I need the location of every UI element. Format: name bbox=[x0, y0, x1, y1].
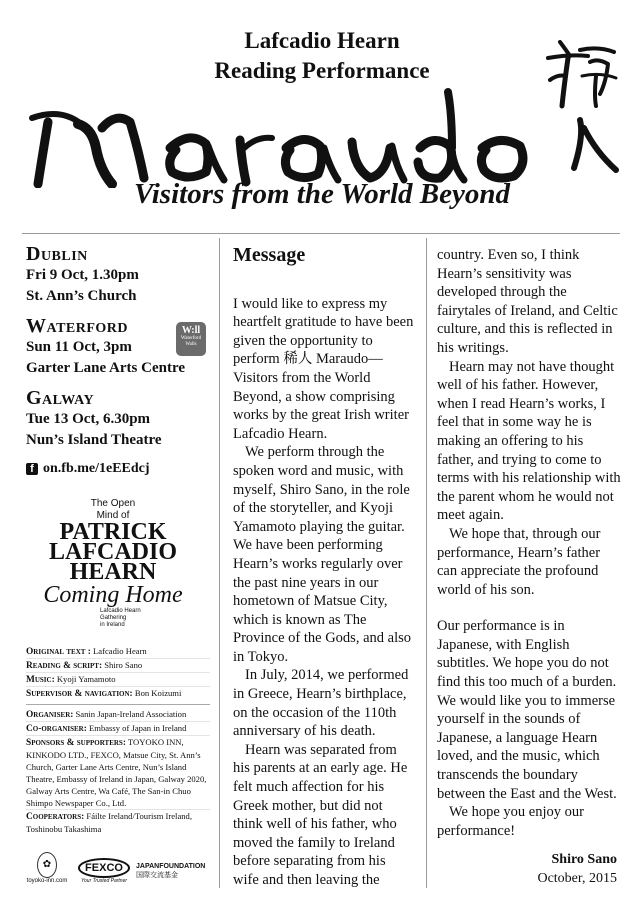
subtitle-line-1: Lafcadio Hearn bbox=[244, 28, 400, 53]
message-paragraph: We perform through the spoken word and music, with myself, Shiro Sano, in the role of the storyteller, and Kyoji Yamamoto playing the guitar. We have been performing Hearn’s works regularly over the past nine years in our hometown of Matsue City, which is known as The Province of the Gods, and also in Tokyo. bbox=[233, 444, 411, 665]
toyoko-label: toyoko-inn.com bbox=[26, 878, 68, 884]
credit-value: TOYOKO INN, KINKODO LTD., FEXCO, Matsue City, St. Ann’s Church, Garter Lane Arts Centre, Nun’s Island Theatre, Embassy of Ireland in Japan, Galway 2020, Galway Arts Centre, Wa Café, The San-in Chuo Shimpo Newspaper Co., Ltd. bbox=[26, 737, 207, 808]
message-paragraph: We hope you enjoy our performance! bbox=[437, 804, 584, 839]
organisers-block bbox=[26, 704, 210, 835]
japan-foundation-jp: 国際交流基金 bbox=[136, 872, 178, 879]
toyoko-emblem-icon: ✿ bbox=[37, 852, 57, 878]
fexco-mark: FEXCO bbox=[78, 858, 130, 878]
credit-original-text bbox=[26, 645, 210, 659]
sponsor-logos bbox=[26, 852, 210, 888]
badge-mark: W:ll bbox=[181, 325, 201, 336]
message-paragraph: Our performance is in Japanese, with English subtitles. We hope you do not find this too much of a burden. We would like you to immerse yourself in the sounds of Japanese, a language Hearn loved, and the music, which transcends the boundary between the East and the West. bbox=[437, 618, 617, 802]
credit-value: Lafcadio Hearn bbox=[90, 646, 147, 656]
credit-sponsors bbox=[26, 736, 210, 810]
credit-value: Sanin Japan-Ireland Association bbox=[73, 709, 187, 719]
column-divider-right bbox=[426, 238, 427, 888]
logo-coming-home: Coming Home bbox=[43, 582, 183, 608]
credit-music bbox=[26, 673, 210, 687]
tagline: Visitors from the World Beyond bbox=[134, 178, 510, 210]
message-heading: Message bbox=[233, 244, 306, 266]
facebook-link[interactable] bbox=[26, 461, 206, 477]
credit-value: Fáilte Ireland/Tourism Ireland, Toshinobu Takashima bbox=[26, 811, 193, 834]
logo-line-2: Mind of bbox=[96, 510, 130, 521]
maraudo-calligraphy-title bbox=[20, 88, 540, 188]
credit-key: Original text : bbox=[26, 647, 91, 657]
event-time: Sun 11 Oct, 3pm bbox=[26, 339, 132, 355]
credit-reading-script bbox=[26, 659, 210, 673]
waterford-walls-badge bbox=[176, 322, 206, 356]
logo-tiny-1: Lafcadio Hearn bbox=[100, 608, 141, 614]
credit-key: Music: bbox=[26, 675, 55, 685]
credit-co-organiser bbox=[26, 722, 210, 736]
credits bbox=[26, 645, 210, 835]
message-paragraph: country. Even so, I think Hearn’s sensitivity was developed through the fairytales of Ireland, and Celtic culture, and this is reflected in his writings. bbox=[437, 247, 618, 356]
signature-date: October, 2015 bbox=[537, 871, 617, 886]
message-paragraph: Hearn may not have thought well of his father. However, when I read Hearn’s works, I feel that in some way he is making an offering to his father, and trying to come to terms with his relationship with the parent whom he would not meet again. bbox=[437, 358, 621, 524]
credit-key: Supervisor & navigation: bbox=[26, 689, 133, 699]
header-divider bbox=[22, 233, 620, 234]
event-city: Waterford bbox=[26, 315, 129, 337]
event-time: Tue 13 Oct, 6.30pm bbox=[26, 411, 151, 427]
facebook-icon: f bbox=[26, 463, 38, 475]
event-city: Dublin bbox=[26, 243, 88, 265]
credit-value: Embassy of Japan in Ireland bbox=[86, 723, 187, 733]
event-galway bbox=[26, 387, 206, 451]
event-dublin bbox=[26, 243, 206, 307]
message-paragraph: In July, 2014, we performed in Greece, Hearn’s birthplace, on the occasion of the 110th anniversary of his death. bbox=[233, 667, 409, 740]
credit-key: Organiser: bbox=[26, 710, 74, 720]
fexco-logo bbox=[78, 858, 130, 884]
signature-name: Shiro Sano bbox=[551, 852, 617, 867]
fexco-tagline: Your Trusted Partner bbox=[80, 878, 128, 884]
logo-patrick: PATRICK bbox=[59, 519, 167, 545]
credit-key: Co-organiser: bbox=[26, 724, 87, 734]
credit-value: Bon Koizumi bbox=[132, 688, 182, 698]
japan-foundation-logo bbox=[136, 862, 208, 880]
credit-organiser bbox=[26, 708, 210, 722]
credit-supervisor bbox=[26, 687, 210, 700]
logo-line-1: The Open bbox=[90, 498, 136, 509]
message-paragraph: Hearn was separated from his parents at an early age. He felt much affection for his Greek mother, but did not think well of his father, who moved the family to Ireland before separating from his wife and then leaving the bbox=[233, 741, 408, 888]
message-paragraph: I would like to express my heartfelt gratitude to have been given the opportunity to perform 稀人 Maraudo—Visitors from the World Beyond, a show comprising works by the great Irish writer Lafcadio Hearn. bbox=[233, 295, 414, 442]
event-city: Galway bbox=[26, 387, 95, 409]
facebook-url: on.fb.me/1eEEdcj bbox=[43, 461, 150, 476]
credit-value: Kyoji Yamamoto bbox=[54, 674, 116, 684]
kanji-calligraphy bbox=[540, 36, 620, 176]
event-time: Fri 9 Oct, 1.30pm bbox=[26, 267, 139, 283]
message-column-1 bbox=[233, 246, 414, 890]
signature bbox=[437, 850, 617, 888]
message-paragraph: We hope that, through our performance, Hearn’s father can appreciate the profound world of his son. bbox=[437, 525, 601, 598]
column-divider-left bbox=[219, 238, 220, 888]
japan-foundation-name: JAPANFOUNDATION bbox=[136, 863, 206, 870]
logo-tiny-2: Gathering bbox=[100, 615, 127, 621]
coming-home-logo bbox=[38, 498, 188, 628]
toyoko-inn-logo bbox=[26, 852, 68, 884]
logo-lafcadio: LAFCADIO bbox=[48, 539, 177, 565]
event-venue: Garter Lane Arts Centre bbox=[26, 360, 185, 376]
credit-cooperators bbox=[26, 810, 210, 835]
badge-label: Waterford Walls bbox=[180, 336, 202, 347]
credit-key: Cooperators: bbox=[26, 812, 85, 822]
message-column-2 bbox=[437, 246, 623, 840]
credit-key: Reading & script: bbox=[26, 661, 103, 671]
subtitle-line-2: Reading Performance bbox=[214, 58, 430, 83]
credit-value: Shiro Sano bbox=[102, 660, 143, 670]
logo-tiny-3: in Ireland bbox=[100, 622, 125, 628]
credit-key: Sponsors & supporters: bbox=[26, 738, 126, 748]
event-venue: Nun’s Island Theatre bbox=[26, 432, 162, 448]
event-venue: St. Ann’s Church bbox=[26, 288, 137, 304]
events-column bbox=[26, 243, 206, 477]
kanji-mark bbox=[540, 36, 620, 176]
logo-hearn: HEARN bbox=[69, 559, 157, 585]
